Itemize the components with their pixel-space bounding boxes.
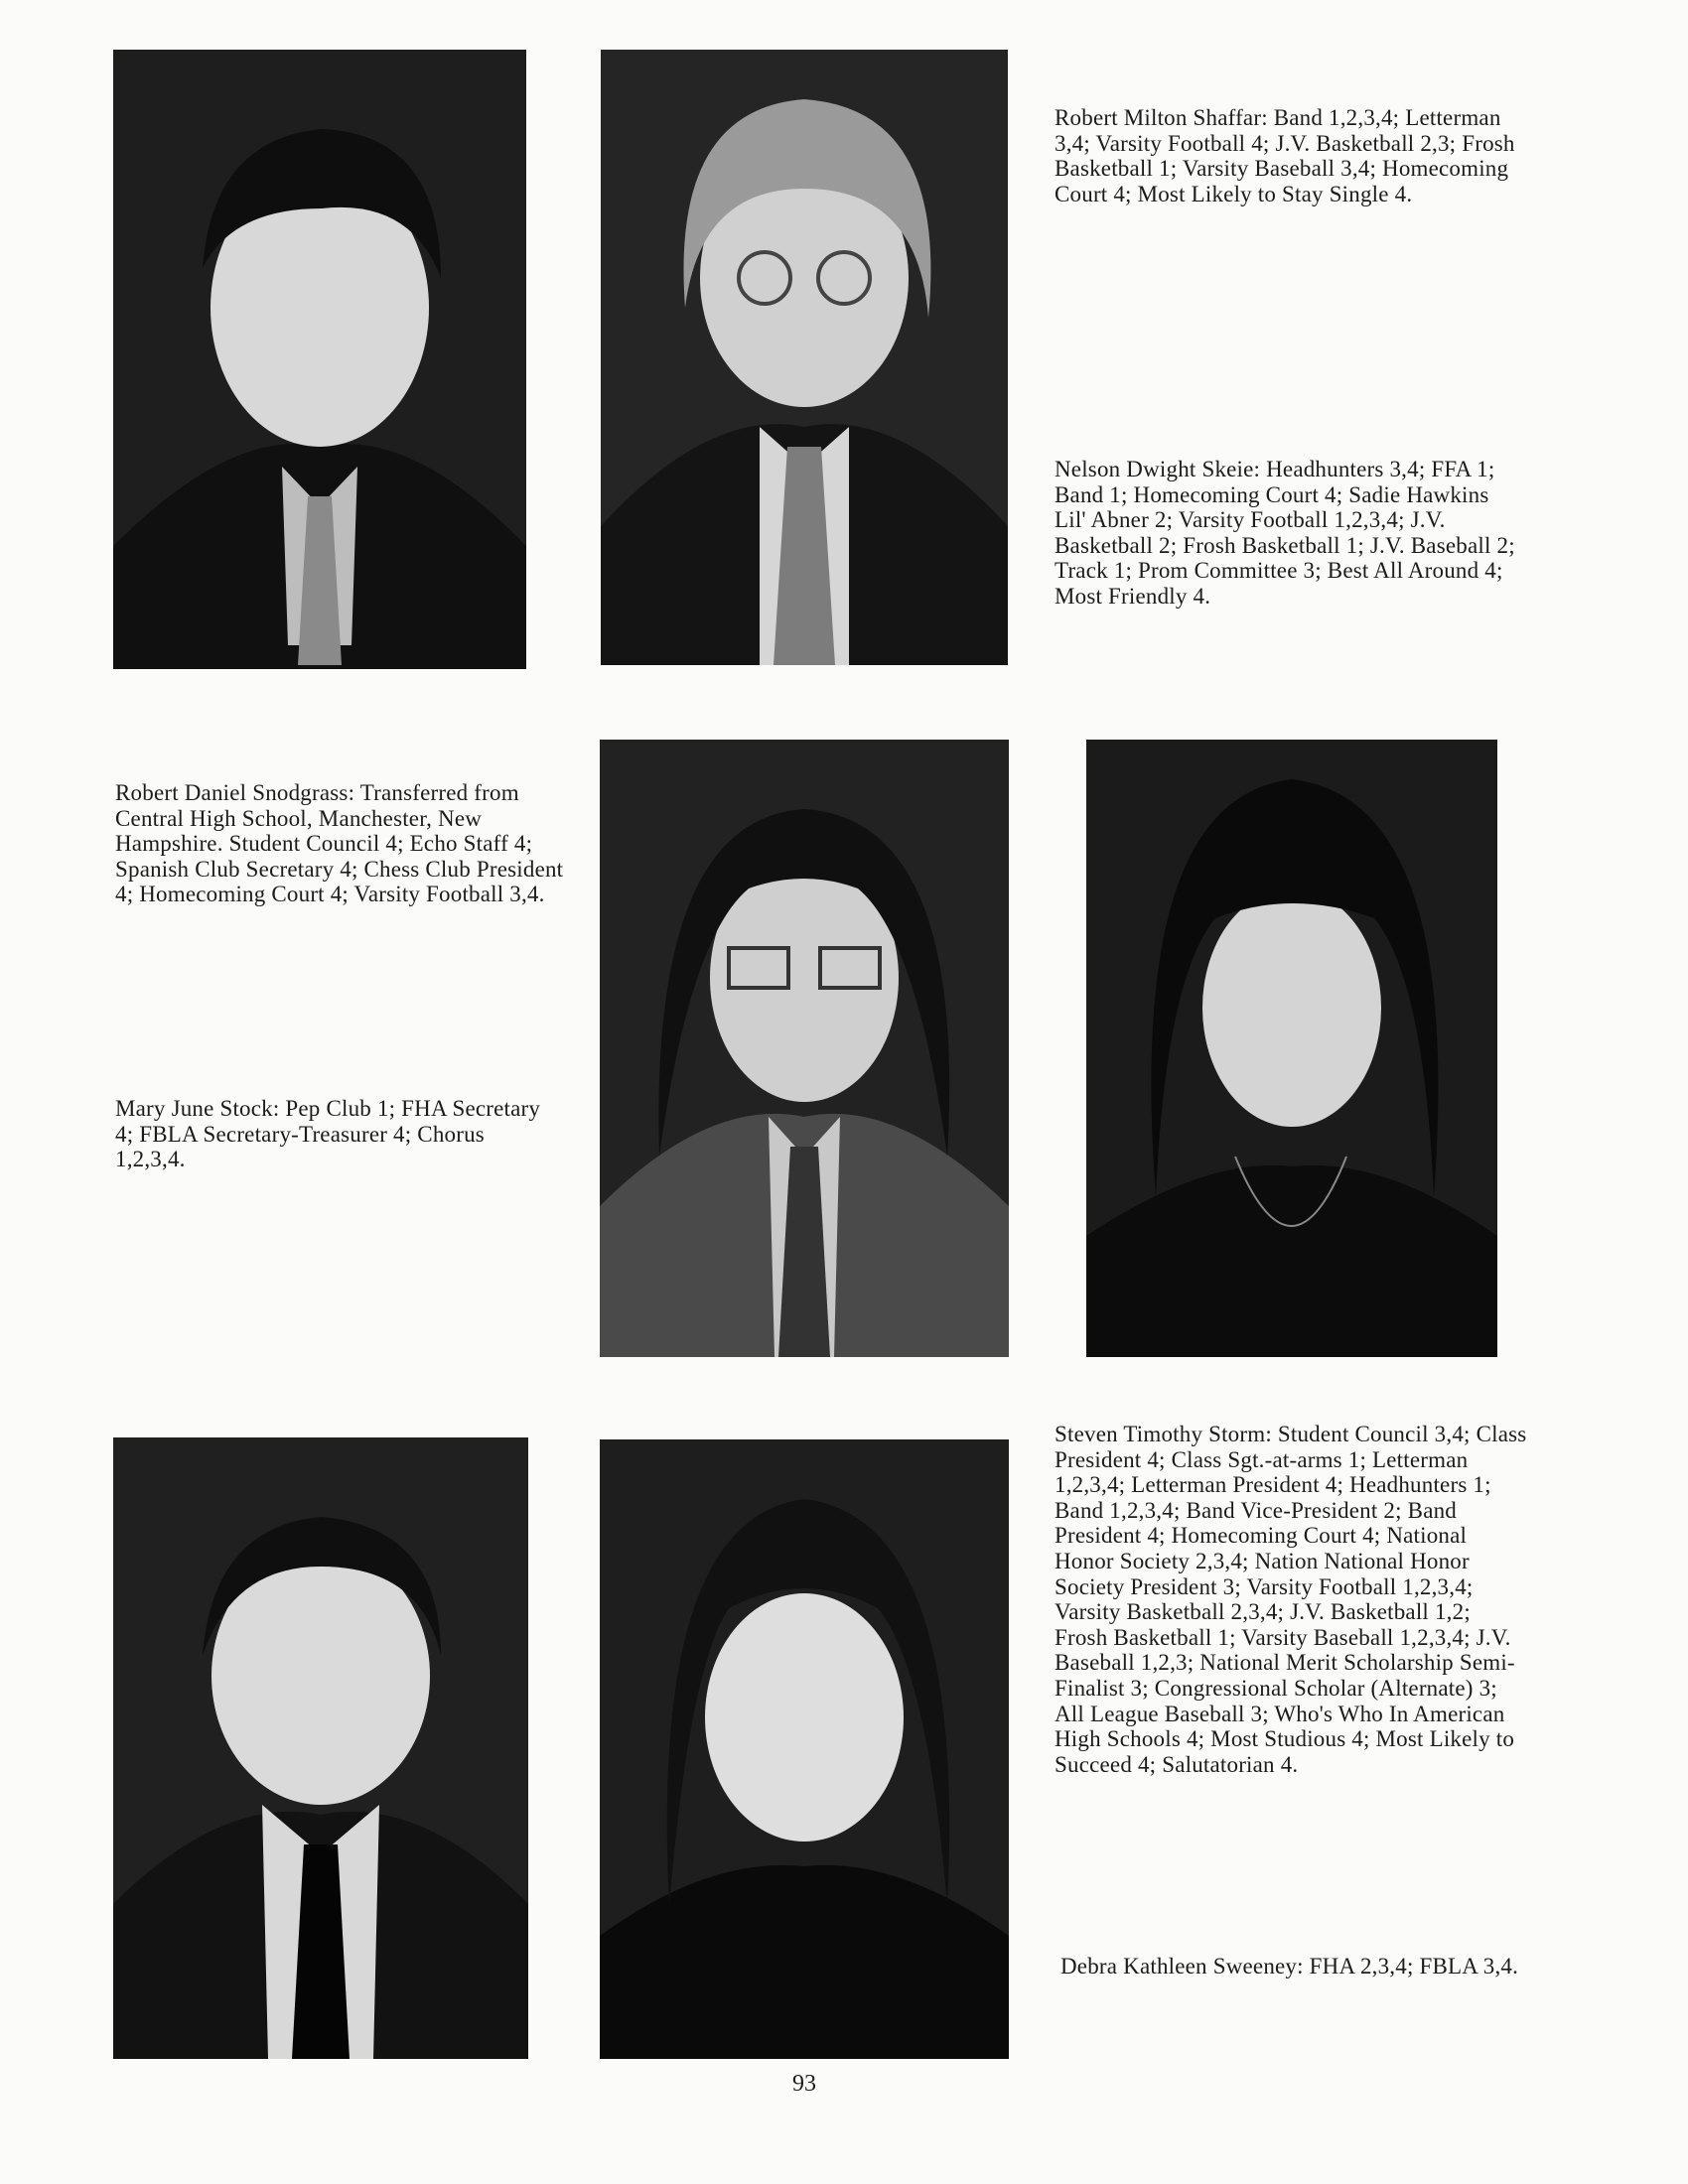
caption-storm: Steven Timothy Storm: Student Council 3,4; Class President 4; Class Sgt.-at-arms 1; Letterman 1,2,3,4; Letterman President 4; Headhunters 1; Band 1,2,3,4; Band Vice-President 2; Band President 4; Homecoming Court 4; National Honor Society 2,3,4; Nation National Honor Society President 3; Varsity Football 1,2,3,4; Varsity Basketball 2,3,4; J.V. Basketball 1,2; Frosh Basketball 1; Varsity Baseball 1,2,3,4; J.V. Baseball 1,2,3; National Merit Scholarship Semi-Finalist 3; Congressional Scholar (Alternate) 3; All League Baseball 3; Who's Who In American High Schools 4; Most Studious 4; Most Likely to Succeed 4; Salutatorian 4. xyxy=(1055,1422,1527,1777)
portrait-photo-snodgrass xyxy=(600,740,1009,1357)
portrait-photo-sweeney xyxy=(600,1439,1009,2059)
portrait-photo-skeie xyxy=(601,50,1008,665)
portrait-photo-storm xyxy=(113,1437,528,2059)
caption-skeie: Nelson Dwight Skeie: Headhunters 3,4; FFA 1; Band 1; Homecoming Court 4; Sadie Hawkins Lil' Abner 2; Varsity Football 1,2,3,4; J.V. Basketball 2; Frosh Basketball 1; J.V. Baseball 2; Track 1; Prom Committee 3; Best All Around 4; Most Friendly 4. xyxy=(1055,457,1515,609)
portrait-photo-shaffar xyxy=(113,50,526,669)
portrait-photo-stock xyxy=(1086,740,1497,1357)
caption-sweeney: Debra Kathleen Sweeney: FHA 2,3,4; FBLA 3,4. xyxy=(1060,1954,1519,1979)
caption-snodgrass: Robert Daniel Snodgrass: Transferred from Central High School, Manchester, New Hampshire. Student Council 4; Echo Staff 4; Spanish Club Secretary 4; Chess Club President 4; Homecoming Court 4; Varsity Football 3,4. xyxy=(115,780,564,907)
caption-stock: Mary June Stock: Pep Club 1; FHA Secretary 4; FBLA Secretary-Treasurer 4; Chorus 1,2,3,4. xyxy=(115,1096,541,1172)
caption-shaffar: Robert Milton Shaffar: Band 1,2,3,4; Letterman 3,4; Varsity Football 4; J.V. Basketball 2,3; Frosh Basketball 1; Varsity Baseball 3,4; Homecoming Court 4; Most Likely to Stay Single 4. xyxy=(1055,105,1515,206)
page-number: 93 xyxy=(792,2071,816,2097)
